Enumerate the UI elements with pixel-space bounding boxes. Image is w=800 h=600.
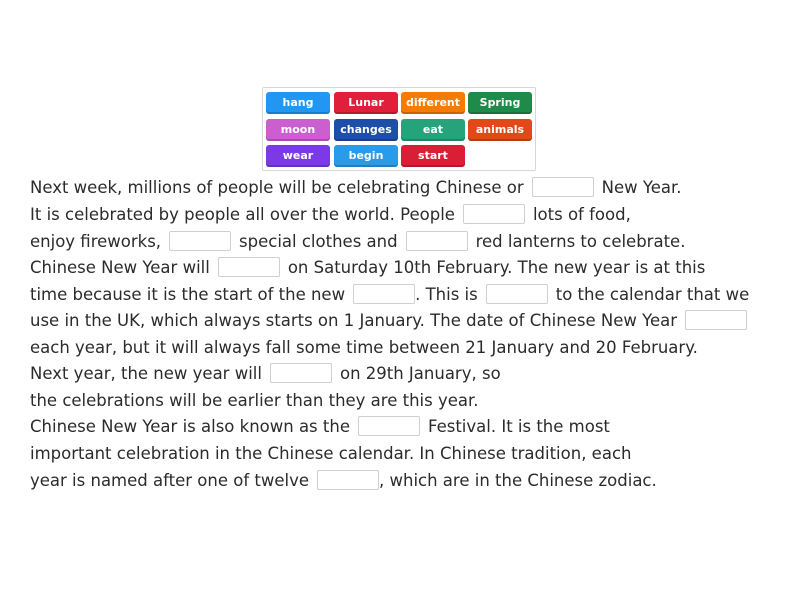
answer-blank-7[interactable] (486, 284, 548, 304)
passage-line (30, 415, 610, 439)
passage-text: each year, but it will always fall some time between 21 January and 20 February. (30, 338, 698, 357)
answer-blank-5[interactable] (218, 257, 280, 277)
word-tile-wear[interactable]: wear (266, 145, 330, 167)
passage-text: red lanterns to celebrate. (475, 232, 686, 251)
passage-text: . This is (415, 285, 478, 304)
word-tile-hang[interactable]: hang (266, 92, 330, 114)
passage-line (30, 309, 755, 333)
word-tile-start[interactable]: start (401, 145, 465, 167)
passage-line (30, 176, 682, 200)
answer-blank-6[interactable] (353, 284, 415, 304)
passage-text: Chinese New Year will (30, 258, 210, 277)
passage-line (30, 256, 705, 280)
passage-text: use in the UK, which always starts on 1 January. The date of Chinese New Year (30, 311, 678, 330)
passage-text: lots of food, (532, 205, 631, 224)
passage-line (30, 230, 685, 254)
passage-text: year is named after one of twelve (30, 471, 309, 490)
word-tile-eat[interactable]: eat (401, 119, 465, 141)
answer-blank-9[interactable] (270, 363, 332, 383)
passage-line (30, 283, 749, 307)
passage-text: Next year, the new year will (30, 364, 262, 383)
answer-blank-2[interactable] (463, 204, 525, 224)
word-tile-animals[interactable]: animals (468, 119, 532, 141)
word-tile-begin[interactable]: begin (334, 145, 398, 167)
passage-text: It is celebrated by people all over the world. People (30, 205, 455, 224)
word-tile-lunar[interactable]: Lunar (334, 92, 398, 114)
word-tile-spring[interactable]: Spring (468, 92, 532, 114)
passage-text: Chinese New Year is also known as the (30, 417, 350, 436)
word-tile-changes[interactable]: changes (334, 119, 398, 141)
passage-text: time because it is the start of the new (30, 285, 346, 304)
answer-blank-10[interactable] (358, 416, 420, 436)
passage-text: , which are in the Chinese zodiac. (379, 471, 657, 490)
passage-line (30, 362, 501, 386)
passage-line (30, 442, 631, 466)
passage-text: enjoy fireworks, (30, 232, 162, 251)
word-tile-moon[interactable]: moon (266, 119, 330, 141)
answer-blank-11[interactable] (317, 470, 379, 490)
answer-blank-4[interactable] (406, 231, 468, 251)
passage-text: important celebration in the Chinese calendar. In Chinese tradition, each (30, 444, 632, 463)
passage-text: special clothes and (239, 232, 398, 251)
passage-line (30, 389, 479, 413)
passage-text: Festival. It is the most (427, 417, 610, 436)
passage-text: New Year. (601, 178, 682, 197)
answer-blank-1[interactable] (532, 177, 594, 197)
passage-text: to the calendar that we (555, 285, 750, 304)
word-tile-different[interactable]: different (401, 92, 465, 114)
passage-text: on Saturday 10th February. The new year is at this (287, 258, 706, 277)
passage-line (30, 203, 631, 227)
passage-text: Next week, millions of people will be celebrating Chinese or (30, 178, 524, 197)
passage-line (30, 469, 657, 493)
answer-blank-3[interactable] (169, 231, 231, 251)
passage-text: on 29th January, so (339, 364, 501, 383)
answer-blank-8[interactable] (685, 310, 747, 330)
passage-line (30, 336, 698, 360)
passage-text: the celebrations will be earlier than they are this year. (30, 391, 479, 410)
